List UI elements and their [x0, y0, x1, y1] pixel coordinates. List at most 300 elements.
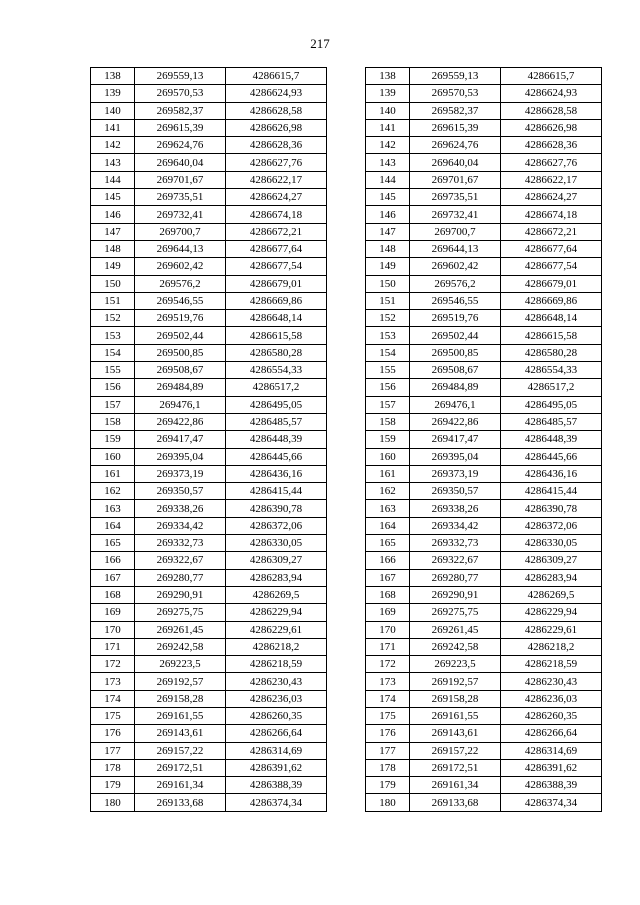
x-coordinate-cell: 269476,1 — [410, 396, 501, 413]
point-number-cell: 166 — [91, 552, 135, 569]
table-row — [91, 707, 327, 724]
y-coordinate-cell: 4286622,17 — [226, 171, 327, 188]
table-row — [366, 707, 602, 724]
point-number-cell: 174 — [91, 690, 135, 707]
x-coordinate-cell: 269582,37 — [135, 102, 226, 119]
table-row — [91, 240, 327, 257]
table-row — [91, 448, 327, 465]
x-coordinate-cell: 269576,2 — [135, 275, 226, 292]
x-coordinate-cell: 269602,42 — [410, 258, 501, 275]
y-coordinate-cell: 4286615,58 — [501, 327, 602, 344]
point-number-cell: 172 — [366, 656, 410, 673]
x-coordinate-cell: 269290,91 — [135, 586, 226, 603]
point-number-cell: 168 — [91, 586, 135, 603]
x-coordinate-cell: 269133,68 — [410, 794, 501, 811]
table-row — [366, 258, 602, 275]
y-coordinate-cell: 4286218,59 — [501, 656, 602, 673]
point-number-cell: 140 — [91, 102, 135, 119]
point-number-cell: 163 — [91, 500, 135, 517]
x-coordinate-cell: 269570,53 — [410, 85, 501, 102]
table-row — [91, 673, 327, 690]
y-coordinate-cell: 4286495,05 — [226, 396, 327, 413]
point-number-cell: 158 — [366, 413, 410, 430]
point-number-cell: 148 — [366, 240, 410, 257]
point-number-cell: 154 — [366, 344, 410, 361]
table-row — [366, 742, 602, 759]
x-coordinate-cell: 269373,19 — [410, 465, 501, 482]
x-coordinate-cell: 269157,22 — [135, 742, 226, 759]
y-coordinate-cell: 4286679,01 — [226, 275, 327, 292]
table-row — [366, 223, 602, 240]
table-row — [91, 327, 327, 344]
point-number-cell: 168 — [366, 586, 410, 603]
table-row — [366, 310, 602, 327]
y-coordinate-cell: 4286260,35 — [501, 707, 602, 724]
table-row — [91, 137, 327, 154]
table-row — [91, 535, 327, 552]
table-row — [366, 137, 602, 154]
x-coordinate-cell: 269338,26 — [410, 500, 501, 517]
y-coordinate-cell: 4286679,01 — [501, 275, 602, 292]
table-row — [91, 742, 327, 759]
table-row — [91, 794, 327, 811]
table-row — [91, 777, 327, 794]
table-row — [91, 621, 327, 638]
y-coordinate-cell: 4286436,16 — [501, 465, 602, 482]
x-coordinate-cell: 269334,42 — [410, 517, 501, 534]
x-coordinate-cell: 269242,58 — [135, 638, 226, 655]
table-row — [366, 604, 602, 621]
x-coordinate-cell: 269395,04 — [135, 448, 226, 465]
table-row — [366, 119, 602, 136]
point-number-cell: 162 — [366, 483, 410, 500]
point-number-cell: 176 — [91, 725, 135, 742]
y-coordinate-cell: 4286218,59 — [226, 656, 327, 673]
x-coordinate-cell: 269158,28 — [410, 690, 501, 707]
point-number-cell: 169 — [91, 604, 135, 621]
point-number-cell: 173 — [366, 673, 410, 690]
y-coordinate-cell: 4286628,58 — [501, 102, 602, 119]
point-number-cell: 161 — [366, 465, 410, 482]
point-number-cell: 143 — [91, 154, 135, 171]
point-number-cell: 159 — [366, 431, 410, 448]
x-coordinate-cell: 269701,67 — [410, 171, 501, 188]
x-coordinate-cell: 269500,85 — [410, 344, 501, 361]
y-coordinate-cell: 4286218,2 — [226, 638, 327, 655]
y-coordinate-cell: 4286448,39 — [226, 431, 327, 448]
point-number-cell: 157 — [91, 396, 135, 413]
y-coordinate-cell: 4286495,05 — [501, 396, 602, 413]
table-row — [91, 465, 327, 482]
x-coordinate-cell: 269223,5 — [410, 656, 501, 673]
x-coordinate-cell: 269615,39 — [135, 119, 226, 136]
x-coordinate-cell: 269338,26 — [135, 500, 226, 517]
x-coordinate-cell: 269502,44 — [135, 327, 226, 344]
y-coordinate-cell: 4286415,44 — [226, 483, 327, 500]
x-coordinate-cell: 269476,1 — [135, 396, 226, 413]
y-coordinate-cell: 4286415,44 — [501, 483, 602, 500]
table-row — [366, 327, 602, 344]
point-number-cell: 167 — [366, 569, 410, 586]
x-coordinate-cell: 269290,91 — [410, 586, 501, 603]
x-coordinate-cell: 269172,51 — [410, 759, 501, 776]
y-coordinate-cell: 4286390,78 — [501, 500, 602, 517]
table-row — [366, 517, 602, 534]
table-row — [366, 102, 602, 119]
y-coordinate-cell: 4286677,54 — [501, 258, 602, 275]
table-row — [91, 483, 327, 500]
table-row — [91, 413, 327, 430]
y-coordinate-cell: 4286390,78 — [226, 500, 327, 517]
x-coordinate-cell: 269280,77 — [410, 569, 501, 586]
x-coordinate-cell: 269500,85 — [135, 344, 226, 361]
y-coordinate-cell: 4286229,94 — [226, 604, 327, 621]
point-number-cell: 145 — [91, 189, 135, 206]
x-coordinate-cell: 269275,75 — [135, 604, 226, 621]
y-coordinate-cell: 4286229,94 — [501, 604, 602, 621]
x-coordinate-cell: 269701,67 — [135, 171, 226, 188]
point-number-cell: 166 — [366, 552, 410, 569]
point-number-cell: 151 — [366, 292, 410, 309]
table-row — [366, 777, 602, 794]
point-number-cell: 149 — [366, 258, 410, 275]
point-number-cell: 156 — [366, 379, 410, 396]
y-coordinate-cell: 4286236,03 — [501, 690, 602, 707]
x-coordinate-cell: 269143,61 — [410, 725, 501, 742]
table-row — [366, 483, 602, 500]
y-coordinate-cell: 4286448,39 — [501, 431, 602, 448]
table-row — [366, 171, 602, 188]
x-coordinate-cell: 269644,13 — [135, 240, 226, 257]
point-number-cell: 144 — [91, 171, 135, 188]
y-coordinate-cell: 4286648,14 — [226, 310, 327, 327]
y-coordinate-cell: 4286674,18 — [501, 206, 602, 223]
point-number-cell: 170 — [91, 621, 135, 638]
table-row — [366, 621, 602, 638]
x-coordinate-cell: 269242,58 — [410, 638, 501, 655]
point-number-cell: 172 — [91, 656, 135, 673]
table-row — [366, 465, 602, 482]
x-coordinate-cell: 269350,57 — [135, 483, 226, 500]
point-number-cell: 154 — [91, 344, 135, 361]
point-number-cell: 139 — [91, 85, 135, 102]
x-coordinate-cell: 269322,67 — [135, 552, 226, 569]
point-number-cell: 177 — [366, 742, 410, 759]
x-coordinate-cell: 269508,67 — [135, 362, 226, 379]
y-coordinate-cell: 4286230,43 — [501, 673, 602, 690]
x-coordinate-cell: 269615,39 — [410, 119, 501, 136]
y-coordinate-cell: 4286554,33 — [501, 362, 602, 379]
table-row — [91, 690, 327, 707]
x-coordinate-cell: 269502,44 — [410, 327, 501, 344]
table-row — [91, 362, 327, 379]
point-number-cell: 169 — [366, 604, 410, 621]
point-number-cell: 141 — [366, 119, 410, 136]
point-number-cell: 173 — [91, 673, 135, 690]
y-coordinate-cell: 4286627,76 — [501, 154, 602, 171]
x-coordinate-cell: 269732,41 — [135, 206, 226, 223]
point-number-cell: 149 — [91, 258, 135, 275]
point-number-cell: 151 — [91, 292, 135, 309]
table-row — [91, 223, 327, 240]
point-number-cell: 153 — [91, 327, 135, 344]
table-row — [91, 500, 327, 517]
point-number-cell: 141 — [91, 119, 135, 136]
table-row — [91, 586, 327, 603]
y-coordinate-cell: 4286388,39 — [226, 777, 327, 794]
point-number-cell: 156 — [91, 379, 135, 396]
table-row — [366, 673, 602, 690]
point-number-cell: 155 — [91, 362, 135, 379]
y-coordinate-cell: 4286677,64 — [226, 240, 327, 257]
y-coordinate-cell: 4286677,64 — [501, 240, 602, 257]
y-coordinate-cell: 4286309,27 — [501, 552, 602, 569]
x-coordinate-cell: 269644,13 — [410, 240, 501, 257]
y-coordinate-cell: 4286229,61 — [501, 621, 602, 638]
y-coordinate-cell: 4286580,28 — [501, 344, 602, 361]
table-row — [366, 396, 602, 413]
table-row — [91, 85, 327, 102]
y-coordinate-cell: 4286626,98 — [501, 119, 602, 136]
x-coordinate-cell: 269322,67 — [410, 552, 501, 569]
table-row — [91, 154, 327, 171]
y-coordinate-cell: 4286669,86 — [226, 292, 327, 309]
y-coordinate-cell: 4286485,57 — [226, 413, 327, 430]
table-row — [366, 725, 602, 742]
y-coordinate-cell: 4286266,64 — [501, 725, 602, 742]
x-coordinate-cell: 269735,51 — [410, 189, 501, 206]
point-number-cell: 140 — [366, 102, 410, 119]
y-coordinate-cell: 4286624,93 — [226, 85, 327, 102]
y-coordinate-cell: 4286554,33 — [226, 362, 327, 379]
x-coordinate-cell: 269576,2 — [410, 275, 501, 292]
y-coordinate-cell: 4286283,94 — [501, 569, 602, 586]
point-number-cell: 138 — [91, 68, 135, 85]
x-coordinate-cell: 269700,7 — [135, 223, 226, 240]
x-coordinate-cell: 269158,28 — [135, 690, 226, 707]
y-coordinate-cell: 4286628,36 — [226, 137, 327, 154]
point-number-cell: 164 — [91, 517, 135, 534]
y-coordinate-cell: 4286624,93 — [501, 85, 602, 102]
y-coordinate-cell: 4286615,7 — [226, 68, 327, 85]
point-number-cell: 179 — [366, 777, 410, 794]
y-coordinate-cell: 4286672,21 — [226, 223, 327, 240]
point-number-cell: 146 — [366, 206, 410, 223]
table-row — [366, 275, 602, 292]
y-coordinate-cell: 4286269,5 — [226, 586, 327, 603]
point-number-cell: 160 — [366, 448, 410, 465]
x-coordinate-cell: 269161,34 — [135, 777, 226, 794]
table-row — [366, 431, 602, 448]
table-row — [366, 656, 602, 673]
point-number-cell: 174 — [366, 690, 410, 707]
x-coordinate-cell: 269143,61 — [135, 725, 226, 742]
table-row — [91, 344, 327, 361]
page-number: 217 — [310, 36, 330, 51]
table-row — [91, 569, 327, 586]
x-coordinate-cell: 269519,76 — [135, 310, 226, 327]
point-number-cell: 163 — [366, 500, 410, 517]
x-coordinate-cell: 269161,55 — [410, 707, 501, 724]
y-coordinate-cell: 4286677,54 — [226, 258, 327, 275]
point-number-cell: 171 — [91, 638, 135, 655]
y-coordinate-cell: 4286669,86 — [501, 292, 602, 309]
table-row — [91, 552, 327, 569]
point-number-cell: 164 — [366, 517, 410, 534]
table-row — [91, 310, 327, 327]
y-coordinate-cell: 4286624,27 — [226, 189, 327, 206]
x-coordinate-cell: 269334,42 — [135, 517, 226, 534]
table-row — [366, 638, 602, 655]
y-coordinate-cell: 4286229,61 — [226, 621, 327, 638]
y-coordinate-cell: 4286391,62 — [501, 759, 602, 776]
point-number-cell: 147 — [366, 223, 410, 240]
table-row — [91, 275, 327, 292]
table-row — [91, 119, 327, 136]
y-coordinate-cell: 4286672,21 — [501, 223, 602, 240]
y-coordinate-cell: 4286236,03 — [226, 690, 327, 707]
point-number-cell: 159 — [91, 431, 135, 448]
x-coordinate-cell: 269350,57 — [410, 483, 501, 500]
x-coordinate-cell: 269161,34 — [410, 777, 501, 794]
table-row — [366, 794, 602, 811]
x-coordinate-cell: 269161,55 — [135, 707, 226, 724]
y-coordinate-cell: 4286622,17 — [501, 171, 602, 188]
table-row — [91, 189, 327, 206]
y-coordinate-cell: 4286314,69 — [226, 742, 327, 759]
point-number-cell: 142 — [366, 137, 410, 154]
x-coordinate-cell: 269582,37 — [410, 102, 501, 119]
point-number-cell: 180 — [91, 794, 135, 811]
table-row — [366, 68, 602, 85]
x-coordinate-cell: 269640,04 — [410, 154, 501, 171]
x-coordinate-cell: 269373,19 — [135, 465, 226, 482]
point-number-cell: 144 — [366, 171, 410, 188]
table-row — [366, 292, 602, 309]
table-row — [91, 68, 327, 85]
x-coordinate-cell: 269192,57 — [410, 673, 501, 690]
x-coordinate-cell: 269332,73 — [410, 535, 501, 552]
table-row — [366, 85, 602, 102]
coordinates-table-left — [90, 67, 327, 812]
y-coordinate-cell: 4286266,64 — [226, 725, 327, 742]
point-number-cell: 143 — [366, 154, 410, 171]
table-row — [366, 413, 602, 430]
y-coordinate-cell: 4286330,05 — [226, 535, 327, 552]
point-number-cell: 146 — [91, 206, 135, 223]
point-number-cell: 175 — [91, 707, 135, 724]
point-number-cell: 178 — [366, 759, 410, 776]
point-number-cell: 150 — [91, 275, 135, 292]
table-row — [91, 171, 327, 188]
point-number-cell: 155 — [366, 362, 410, 379]
table-row — [366, 240, 602, 257]
y-coordinate-cell: 4286436,16 — [226, 465, 327, 482]
point-number-cell: 179 — [91, 777, 135, 794]
table-row — [366, 500, 602, 517]
table-row — [91, 759, 327, 776]
table-row — [366, 552, 602, 569]
point-number-cell: 158 — [91, 413, 135, 430]
point-number-cell: 145 — [366, 189, 410, 206]
point-number-cell: 142 — [91, 137, 135, 154]
point-number-cell: 165 — [366, 535, 410, 552]
y-coordinate-cell: 4286309,27 — [226, 552, 327, 569]
point-number-cell: 176 — [366, 725, 410, 742]
table-row — [91, 258, 327, 275]
x-coordinate-cell: 269559,13 — [135, 68, 226, 85]
y-coordinate-cell: 4286517,2 — [501, 379, 602, 396]
table-row — [366, 344, 602, 361]
x-coordinate-cell: 269546,55 — [410, 292, 501, 309]
point-number-cell: 160 — [91, 448, 135, 465]
x-coordinate-cell: 269640,04 — [135, 154, 226, 171]
point-number-cell: 162 — [91, 483, 135, 500]
x-coordinate-cell: 269602,42 — [135, 258, 226, 275]
x-coordinate-cell: 269735,51 — [135, 189, 226, 206]
x-coordinate-cell: 269508,67 — [410, 362, 501, 379]
x-coordinate-cell: 269192,57 — [135, 673, 226, 690]
y-coordinate-cell: 4286628,58 — [226, 102, 327, 119]
x-coordinate-cell: 269422,86 — [135, 413, 226, 430]
point-number-cell: 170 — [366, 621, 410, 638]
y-coordinate-cell: 4286485,57 — [501, 413, 602, 430]
y-coordinate-cell: 4286517,2 — [226, 379, 327, 396]
point-number-cell: 171 — [366, 638, 410, 655]
x-coordinate-cell: 269275,75 — [410, 604, 501, 621]
x-coordinate-cell: 269422,86 — [410, 413, 501, 430]
point-number-cell: 152 — [91, 310, 135, 327]
table-row — [366, 206, 602, 223]
table-row — [91, 396, 327, 413]
y-coordinate-cell: 4286615,7 — [501, 68, 602, 85]
x-coordinate-cell: 269332,73 — [135, 535, 226, 552]
point-number-cell: 153 — [366, 327, 410, 344]
y-coordinate-cell: 4286674,18 — [226, 206, 327, 223]
y-coordinate-cell: 4286314,69 — [501, 742, 602, 759]
point-number-cell: 177 — [91, 742, 135, 759]
point-number-cell: 138 — [366, 68, 410, 85]
table-row — [91, 102, 327, 119]
y-coordinate-cell: 4286372,06 — [226, 517, 327, 534]
y-coordinate-cell: 4286445,66 — [226, 448, 327, 465]
y-coordinate-cell: 4286648,14 — [501, 310, 602, 327]
x-coordinate-cell: 269172,51 — [135, 759, 226, 776]
point-number-cell: 157 — [366, 396, 410, 413]
y-coordinate-cell: 4286283,94 — [226, 569, 327, 586]
y-coordinate-cell: 4286445,66 — [501, 448, 602, 465]
table-row — [91, 292, 327, 309]
table-row — [366, 535, 602, 552]
table-row — [91, 379, 327, 396]
x-coordinate-cell: 269417,47 — [135, 431, 226, 448]
x-coordinate-cell: 269559,13 — [410, 68, 501, 85]
x-coordinate-cell: 269261,45 — [135, 621, 226, 638]
x-coordinate-cell: 269261,45 — [410, 621, 501, 638]
x-coordinate-cell: 269484,89 — [135, 379, 226, 396]
table-row — [366, 569, 602, 586]
point-number-cell: 139 — [366, 85, 410, 102]
x-coordinate-cell: 269157,22 — [410, 742, 501, 759]
x-coordinate-cell: 269732,41 — [410, 206, 501, 223]
x-coordinate-cell: 269519,76 — [410, 310, 501, 327]
y-coordinate-cell: 4286580,28 — [226, 344, 327, 361]
point-number-cell: 161 — [91, 465, 135, 482]
table-row — [91, 604, 327, 621]
table-row — [91, 206, 327, 223]
y-coordinate-cell: 4286391,62 — [226, 759, 327, 776]
point-number-cell: 178 — [91, 759, 135, 776]
